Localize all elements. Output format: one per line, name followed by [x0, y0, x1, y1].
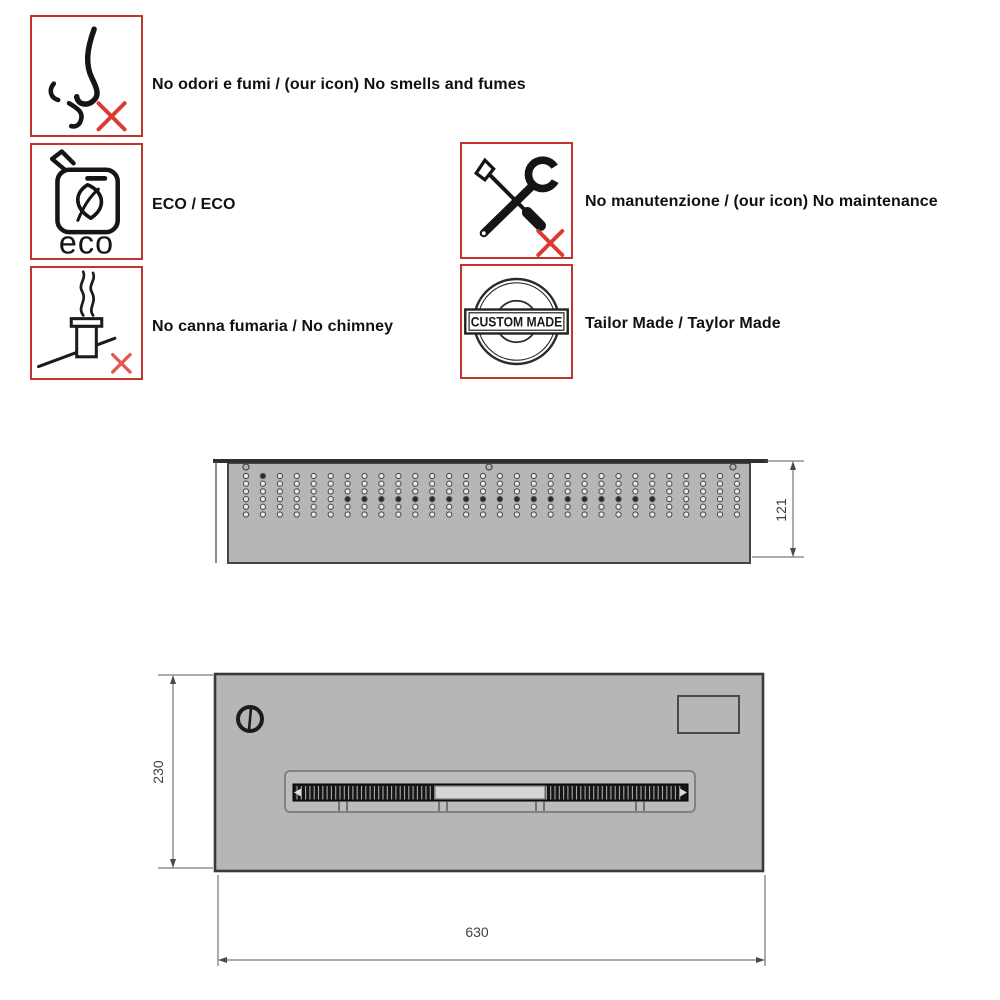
- feature-label-tailor-made: Tailor Made / Taylor Made: [585, 315, 781, 332]
- slot-slider: [435, 786, 545, 799]
- feature-box-tailor-made: [460, 264, 573, 379]
- eco-caption-text: eco: [58, 224, 115, 258]
- burner-front-view-drawing: [140, 660, 840, 980]
- feature-label-no-maintenance: No manutenzione / (our icon) No maintenance: [585, 193, 938, 210]
- tools-crossed-icon: [462, 144, 571, 257]
- burner-slot: [285, 771, 695, 812]
- feature-label-eco: ECO / ECO: [152, 196, 236, 213]
- stamp-text: CUSTOM MADE: [470, 314, 563, 331]
- filler-opening: [678, 696, 739, 733]
- red-cross-icon: [98, 103, 124, 129]
- eco-fuel-can-icon: [32, 145, 141, 258]
- custom-made-stamp-icon: [462, 266, 571, 377]
- burner-side-view-drawing: [190, 440, 830, 575]
- red-cross-icon: [113, 355, 130, 372]
- feature-box-eco: [30, 143, 143, 260]
- feature-label-no-smells: No odori e fumi / (our icon) No smells and fumes: [152, 76, 526, 93]
- feature-box-no-maintenance: [460, 142, 573, 259]
- control-knob: [238, 707, 262, 731]
- dimension-width-label: 630: [465, 924, 489, 940]
- feature-box-no-chimney: [30, 266, 143, 380]
- dimension-230-lines: [158, 675, 213, 868]
- feature-label-no-chimney: No canna fumaria / No chimney: [152, 318, 394, 335]
- chimney-crossed-icon: [32, 268, 141, 378]
- red-cross-icon: [538, 231, 562, 255]
- feature-box-no-smells: [30, 15, 143, 137]
- dimension-height-label: 230: [150, 760, 166, 784]
- nose-crossed-icon: [32, 17, 141, 135]
- dimension-depth-label: 121: [773, 498, 789, 522]
- dimension-630-lines: [218, 875, 765, 966]
